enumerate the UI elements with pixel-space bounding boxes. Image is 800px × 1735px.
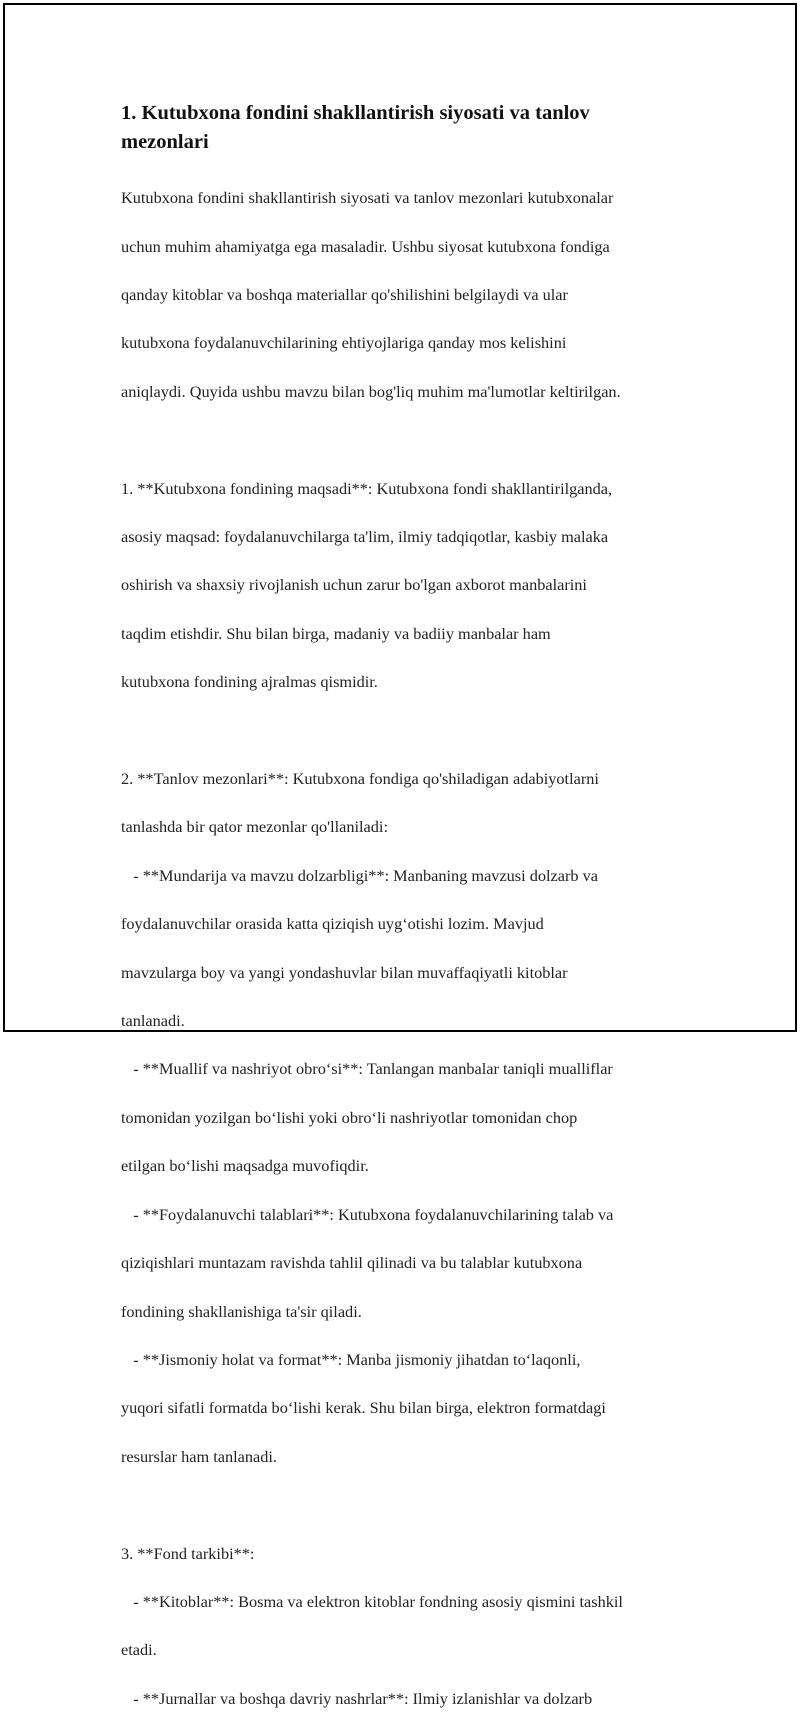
- text-line: qanday kitoblar va boshqa materiallar qo'shilishini belgilaydi va ular: [121, 285, 568, 305]
- text-line: 2. **Tanlov mezonlari**: Kutubxona fondiga qo'shiladigan adabiyotlarni: [121, 769, 599, 789]
- text-line: oshirish va shaxsiy rivojlanish uchun zarur bo'lgan axborot manbalarini: [121, 575, 587, 595]
- text-line: etadi.: [121, 1640, 157, 1660]
- section-2-paragraph: [121, 743, 701, 1493]
- text-line: fondining shakllanishiga ta'sir qiladi.: [121, 1301, 362, 1321]
- text-line: mavzularga boy va yangi yondashuvlar bilan muvaffaqiyatli kitoblar: [121, 962, 568, 982]
- list-item-line: - **Kitoblar**: Bosma va elektron kitoblar fondning asosiy qismini tashkil: [121, 1591, 623, 1611]
- section-3-paragraph: [121, 1517, 701, 1735]
- list-item-line: - **Foydalanuvchi talablari**: Kutubxona foydalanuvchilarining talab va: [121, 1204, 614, 1224]
- text-line: yuqori sifatli formatda bo‘lishi kerak. Shu bilan birga, elektron formatdagi: [121, 1398, 606, 1418]
- text-line: 3. **Fond tarkibi**:: [121, 1543, 255, 1563]
- text-line: etilgan bo‘lishi maqsadga muvofiqdir.: [121, 1156, 369, 1176]
- text-line: Kutubxona fondini shakllantirish siyosati va tanlov mezonlari kutubxonalar: [121, 188, 614, 208]
- text-line: taqdim etishdir. Shu bilan birga, madaniy va badiiy manbalar ham: [121, 623, 551, 643]
- text-line: tanlanadi.: [121, 1011, 185, 1031]
- document-title: [121, 99, 701, 157]
- text-line: foydalanuvchilar orasida katta qiziqish uyg‘otishi lozim. Mavjud: [121, 914, 544, 934]
- text-line: uchun muhim ahamiyatga ega masaladir. Ushbu siyosat kutubxona fondiga: [121, 236, 610, 256]
- text-line: 1. **Kutubxona fondining maqsadi**: Kutubxona fondi shakllantirilganda,: [121, 478, 613, 498]
- text-line: kutubxona foydalanuvchilarining ehtiyojlariga qanday mos kelishini: [121, 333, 567, 353]
- text-line: resurslar ham tanlanadi.: [121, 1446, 277, 1466]
- text-line: asosiy maqsad: foydalanuvchilarga ta'lim, ilmiy tadqiqotlar, kasbiy malaka: [121, 527, 609, 547]
- intro-paragraph: [121, 162, 701, 428]
- text-line: kutubxona fondining ajralmas qismidir.: [121, 672, 378, 692]
- text-line: aniqlaydi. Quyida ushbu mavzu bilan bog'liq muhim ma'lumotlar keltirilgan.: [121, 381, 621, 401]
- list-item-line: - **Mundarija va mavzu dolzarbligi**: Manbaning mavzusi dolzarb va: [121, 865, 598, 885]
- page-frame: [3, 3, 797, 1708]
- text-line: tomonidan yozilgan bo‘lishi yoki obro‘li nashriyotlar tomonidan chop: [121, 1107, 578, 1127]
- section-1-paragraph: [121, 452, 701, 718]
- text-line: qiziqishlari muntazam ravishda tahlil qilinadi va bu talablar kutubxona: [121, 1253, 583, 1273]
- list-item-line: - **Jismoniy holat va format**: Manba jismoniy jihatdan to‘laqonli,: [121, 1349, 581, 1369]
- list-item-line: - **Jurnallar va boshqa davriy nashrlar**: Ilmiy izlanishlar va dolzarb: [121, 1688, 593, 1708]
- title-line: mezonlari: [121, 131, 209, 153]
- text-line: tanlashda bir qator mezonlar qo'llaniladi:: [121, 817, 388, 837]
- list-item-line: - **Muallif va nashriyot obro‘si**: Tanlangan manbalar taniqli mualliflar: [121, 1059, 613, 1079]
- document-body: [121, 99, 701, 1735]
- title-line: 1. Kutubxona fondini shakllantirish siyosati va tanlov: [121, 102, 590, 124]
